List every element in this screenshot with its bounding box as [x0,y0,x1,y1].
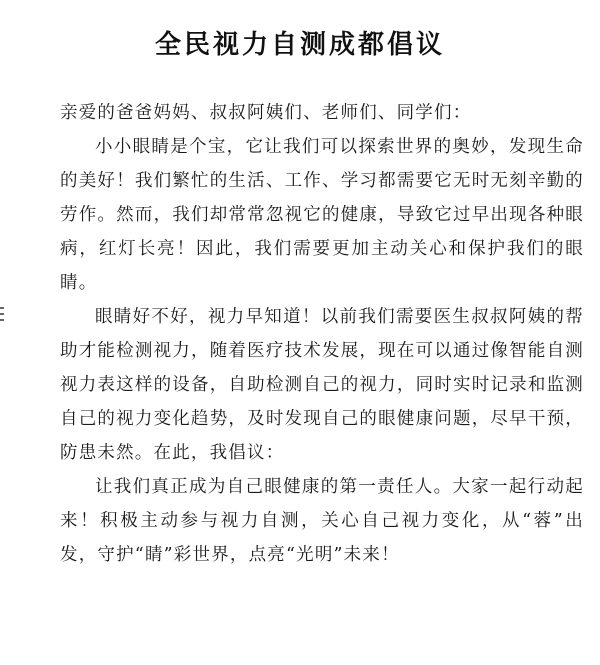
paragraph-2: 眼睛好不好，视力早知道！以前我们需要医生叔叔阿姨的帮助才能检测视力，随着医疗技术发展，现在可以通过像智能自测视力表这样的设备，自助检测自己的视力，同时实时记录和监测自己的视力变化趋势，及时发现自己的眼健康问题，尽早干预，防患未然。在此，我倡议： [60,307,584,463]
page-edge-marker [0,307,4,321]
marker-line [0,319,4,321]
paragraph-3: 让我们真正成为自己眼健康的第一责任人。大家一起行动起来！积极主动参与视力自测，关心自己视力变化，从“蓉”出发，守护“睛”彩世界，点亮“光明”未来！ [60,477,584,565]
marker-line [0,313,4,315]
marker-line [0,307,4,309]
paragraph-1: 小小眼睛是个宝，它让我们可以探索世界的奥妙，发现生命的美好！我们繁忙的生活、工作、学习都需要它无时无刻辛勤的劳作。然而，我们却常常忽视它的健康，导致它过早出现各种眼病，红灯长亮！因此，我们需要更加主动关心和保护我们的眼睛。 [60,137,584,293]
greeting-line: 亲爱的爸爸妈妈、叔叔阿姨们、老师们、同学们： [60,103,472,123]
document-body [60,96,584,572]
document-title: 全民视力自测成都倡议 [154,30,445,61]
